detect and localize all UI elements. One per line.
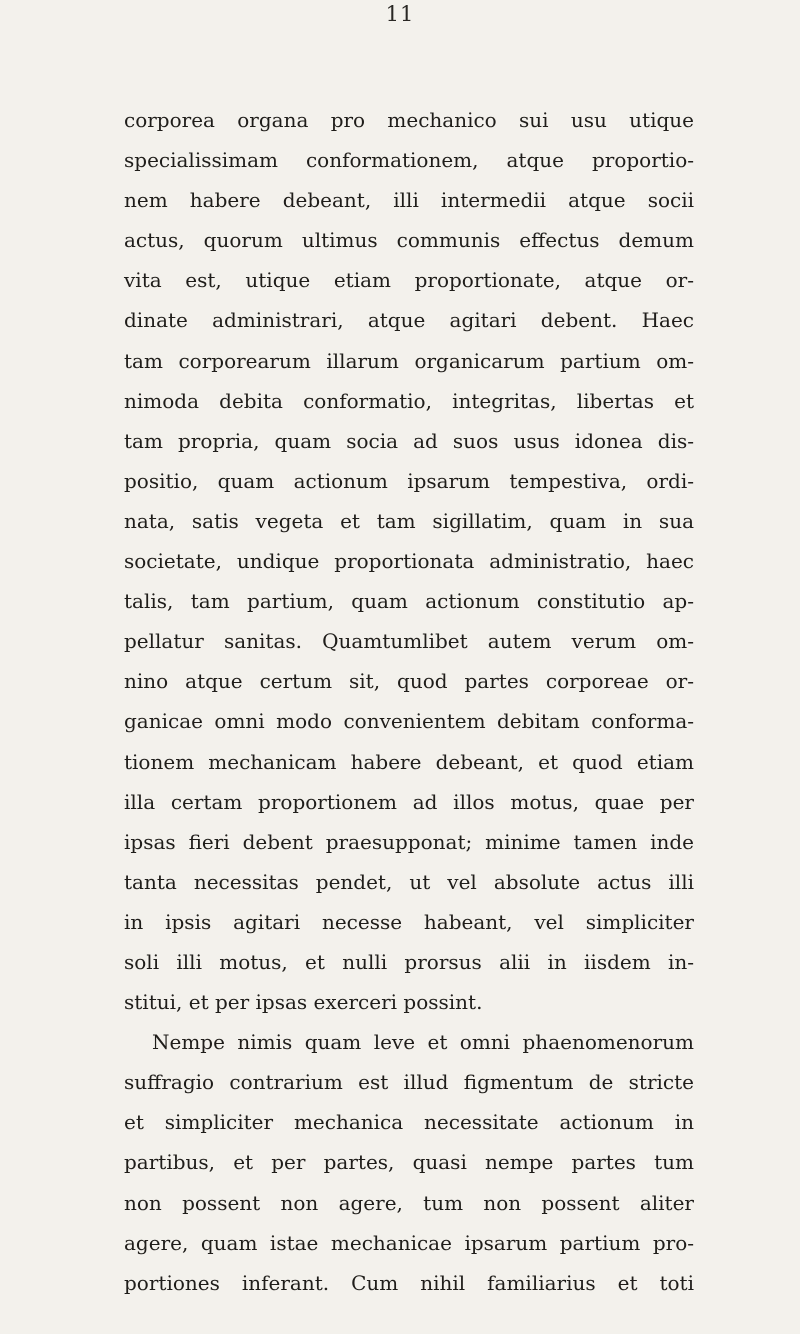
text-line: nem habere debeant, illi intermedii atque socii	[124, 188, 694, 213]
text-line: partibus, et per partes, quasi nempe partes tum	[124, 1150, 694, 1175]
text-line: ganicae omni modo convenientem debitam conforma-	[124, 709, 694, 734]
text-line: et simpliciter mechanica necessitate actionum in	[124, 1110, 694, 1135]
text-line: societate, undique proportionata administratio, haec	[124, 549, 694, 574]
text-line: suffragio contrarium est illud figmentum de stricte	[124, 1070, 694, 1095]
text-line: Nempe nimis quam leve et omni phaenomenorum	[152, 1030, 694, 1055]
page-number: 11	[385, 2, 415, 26]
text-line: dinate administrari, atque agitari debent. Haec	[124, 308, 694, 333]
text-line: stitui, et per ipsas exerceri possint.	[124, 990, 483, 1015]
text-line: soli illi motus, et nulli prorsus alii in iisdem in-	[124, 949, 694, 974]
text-line: tam propria, quam socia ad suos usus idonea dis-	[124, 428, 694, 453]
text-line: corporea organa pro mechanico sui usu utique	[124, 108, 694, 132]
text-line: non possent non agere, tum non possent aliter	[124, 1190, 694, 1215]
text-line: nata, satis vegeta et tam sigillatim, quam in sua	[124, 508, 694, 533]
text-line: nino atque certum sit, quod partes corporeae or-	[124, 669, 694, 694]
text-line: ipsas fieri debent praesupponat; minime tamen inde	[124, 829, 694, 854]
text-line: tionem mechanicam habere debeant, et quod etiam	[124, 749, 694, 774]
text-line: agere, quam istae mechanicae ipsarum partium pro-	[124, 1230, 694, 1255]
text-line: talis, tam partium, quam actionum constitutio ap-	[124, 589, 694, 614]
text-line: actus, quorum ultimus communis effectus demum	[124, 228, 694, 253]
text-line: specialissimam conformationem, atque proportio-	[124, 148, 694, 173]
text-line: positio, quam actionum ipsarum tempestiva, ordi-	[124, 468, 694, 493]
text-line: nimoda debita conformatio, integritas, libertas et	[124, 388, 694, 413]
text-line: illa certam proportionem ad illos motus, quae per	[124, 789, 694, 814]
text-line: pellatur sanitas. Quamtumlibet autem verum om-	[124, 629, 694, 654]
text-line: in ipsis agitari necesse habeant, vel simpliciter	[124, 909, 694, 934]
text-line: vita est, utique etiam proportionate, atque or-	[124, 268, 694, 293]
text-line: tanta necessitas pendet, ut vel absolute actus illi	[124, 869, 694, 894]
text-line: tam corporearum illarum organicarum partium om-	[124, 348, 694, 373]
text-line: portiones inferant. Cum nihil familiarius et toti	[124, 1270, 694, 1295]
body-text	[124, 100, 694, 1303]
